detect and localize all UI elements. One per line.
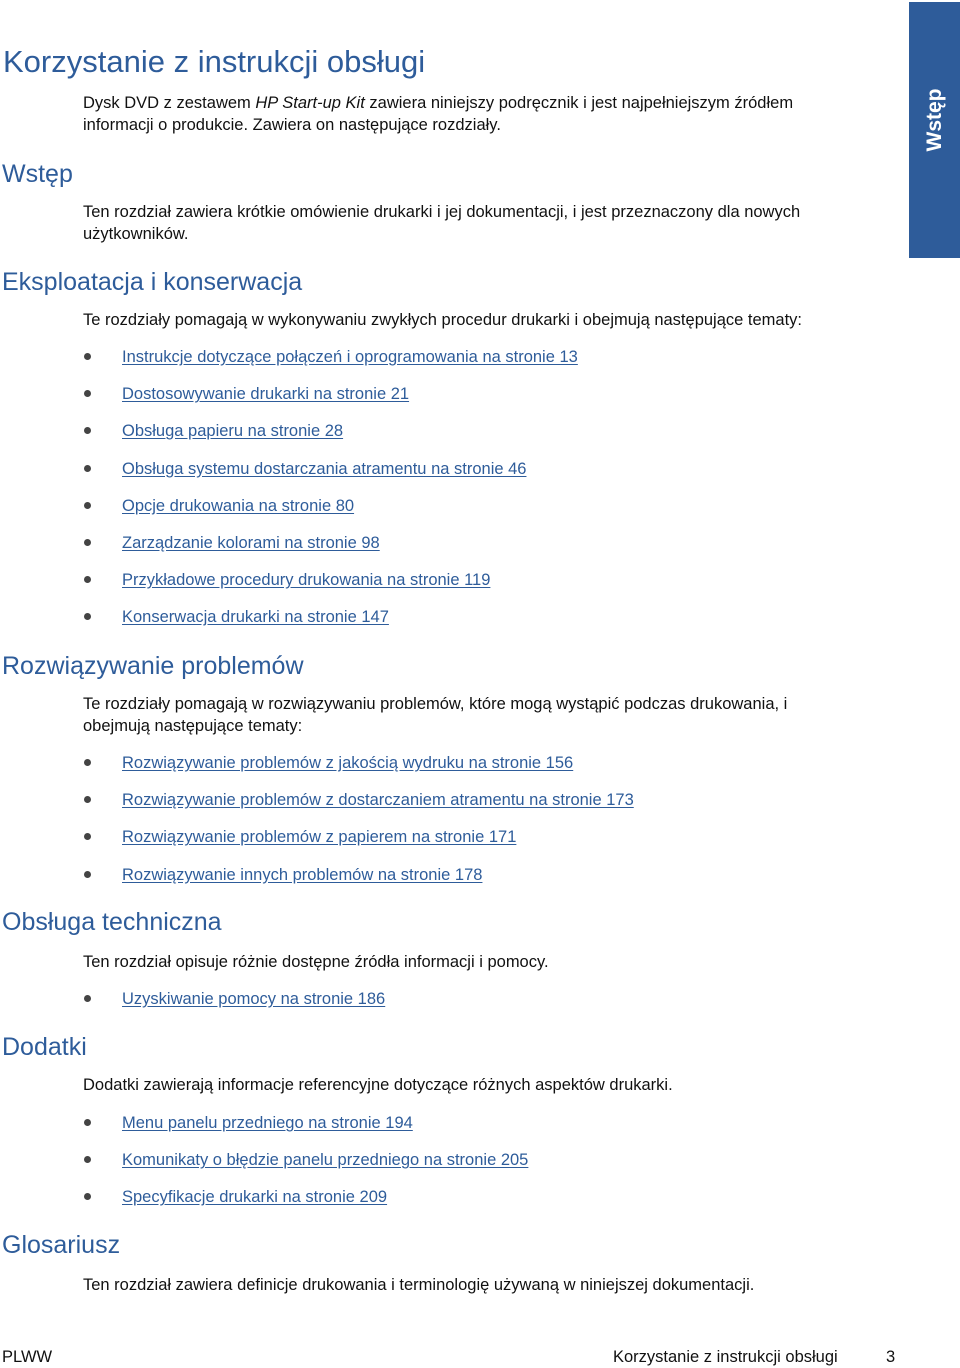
- section-heading-obsluga: Obsługa techniczna: [2, 908, 222, 936]
- bullet-icon: [84, 995, 91, 1002]
- chapter-link[interactable]: Rozwiązywanie problemów z jakością wydruku na stronie 156: [122, 754, 574, 772]
- bullet-icon: [84, 1193, 91, 1200]
- section-heading-wstep: Wstęp: [2, 160, 73, 188]
- bullet-icon: [84, 390, 91, 397]
- section-text-obsluga: Ten rozdział opisuje różnie dostępne źródła informacji i pomocy.: [83, 953, 549, 971]
- chapter-link[interactable]: Instrukcje dotyczące połączeń i oprogramowania na stronie 13: [122, 348, 578, 366]
- chapter-link[interactable]: Rozwiązywanie innych problemów na stronie 178: [122, 865, 483, 884]
- bullet-icon: [84, 1119, 91, 1126]
- bullet-icon: [84, 576, 91, 583]
- section-text-glosariusz: Ten rozdział zawiera definicje drukowania i terminologię używaną w niniejszej dokumentacji.: [83, 1276, 755, 1294]
- chapter-link[interactable]: Specyfikacje drukarki na stronie 209: [122, 1188, 388, 1207]
- footer-chapter: Korzystanie z instrukcji obsługi: [613, 1348, 838, 1366]
- section-text-rozwiazywanie: Te rozdziały pomagają w rozwiązywaniu problemów, które mogą wystąpić podczas drukowania, i obejmują następujące tematy:: [83, 695, 788, 735]
- section-text-wstep: Ten rozdział zawiera krótkie omówienie drukarki i jej dokumentacji, i jest przeznaczony dla nowych użytkowników.: [83, 203, 801, 243]
- kit-name: HP Start-up Kit: [255, 94, 365, 112]
- chapter-tab-label: Wstęp: [922, 88, 946, 152]
- chapter-link[interactable]: Obsługa papieru na stronie 28: [122, 422, 344, 441]
- chapter-link[interactable]: Komunikaty o błędzie panelu przedniego na stronie 205: [122, 1151, 529, 1170]
- list-item: [0, 1186, 528, 1223]
- section-text-eksploatacja: Te rozdziały pomagają w wykonywaniu zwykłych procedur drukarki i obejmują następujące tematy:: [83, 311, 802, 329]
- list-item: [0, 864, 634, 901]
- list-item: [0, 606, 578, 643]
- bullet-icon: [84, 1156, 91, 1163]
- list-item: [0, 569, 578, 606]
- page-title: Korzystanie z instrukcji obsługi: [3, 44, 426, 79]
- bullet-icon: [84, 427, 91, 434]
- link-list-dodatki: [0, 1112, 528, 1224]
- section-heading-rozwiazywanie: Rozwiązywanie problemów: [2, 652, 304, 680]
- bullet-icon: [84, 502, 91, 509]
- chapter-tab: [909, 2, 960, 258]
- bullet-icon: [84, 759, 91, 766]
- bullet-icon: [84, 539, 91, 546]
- bullet-icon: [84, 871, 91, 878]
- list-item: [0, 826, 634, 863]
- footer-left: PLWW: [2, 1348, 53, 1366]
- chapter-link[interactable]: Dostosowywanie drukarki na stronie 21: [122, 385, 410, 404]
- list-item: [0, 383, 578, 420]
- list-item: [0, 988, 385, 1025]
- chapter-link[interactable]: Obsługa systemu dostarczania atramentu na stronie 46: [122, 459, 527, 478]
- chapter-link[interactable]: Rozwiązywanie problemów z dostarczaniem atramentu na stronie 173: [122, 791, 634, 810]
- bullet-icon: [84, 796, 91, 803]
- chapter-link[interactable]: Uzyskiwanie pomocy na stronie 186: [122, 990, 386, 1008]
- chapter-link[interactable]: Opcje drukowania na stronie 80: [122, 496, 355, 515]
- list-item: [0, 532, 578, 569]
- bullet-icon: [84, 833, 91, 840]
- bullet-icon: [84, 353, 91, 360]
- bullet-icon: [84, 613, 91, 620]
- intro-text: Dysk DVD z zestawem HP Start-up Kit zawiera niniejszy podręcznik i jest najpełniejszym źródłem informacji o produkcie. Zawiera on następujące rozdziały.: [83, 94, 794, 134]
- chapter-link[interactable]: Konserwacja drukarki na stronie 147: [122, 608, 389, 627]
- list-item: [0, 752, 634, 789]
- list-item: [0, 1112, 528, 1149]
- list-item: [0, 1149, 528, 1186]
- link-list-obsluga: [0, 988, 385, 1025]
- bullet-icon: [84, 465, 91, 472]
- section-text-dodatki: Dodatki zawierają informacje referencyjne dotyczące różnych aspektów drukarki.: [83, 1076, 673, 1094]
- footer-page-number: 3: [886, 1348, 896, 1366]
- chapter-link[interactable]: Zarządzanie kolorami na stronie 98: [122, 533, 380, 552]
- section-heading-eksploatacja: Eksploatacja i konserwacja: [2, 268, 303, 296]
- list-item: [0, 458, 578, 495]
- section-heading-glosariusz: Glosariusz: [2, 1231, 121, 1259]
- link-list-eksploatacja: [0, 346, 578, 644]
- list-item: [0, 495, 578, 532]
- list-item: [0, 420, 578, 457]
- list-item: [0, 346, 578, 383]
- chapter-link[interactable]: Przykładowe procedury drukowania na stronie 119: [122, 571, 491, 590]
- link-list-rozwiazywanie: [0, 752, 634, 901]
- chapter-link[interactable]: Menu panelu przedniego na stronie 194: [122, 1114, 413, 1132]
- chapter-link[interactable]: Rozwiązywanie problemów z papierem na stronie 171: [122, 828, 517, 847]
- section-heading-dodatki: Dodatki: [2, 1033, 87, 1061]
- list-item: [0, 789, 634, 826]
